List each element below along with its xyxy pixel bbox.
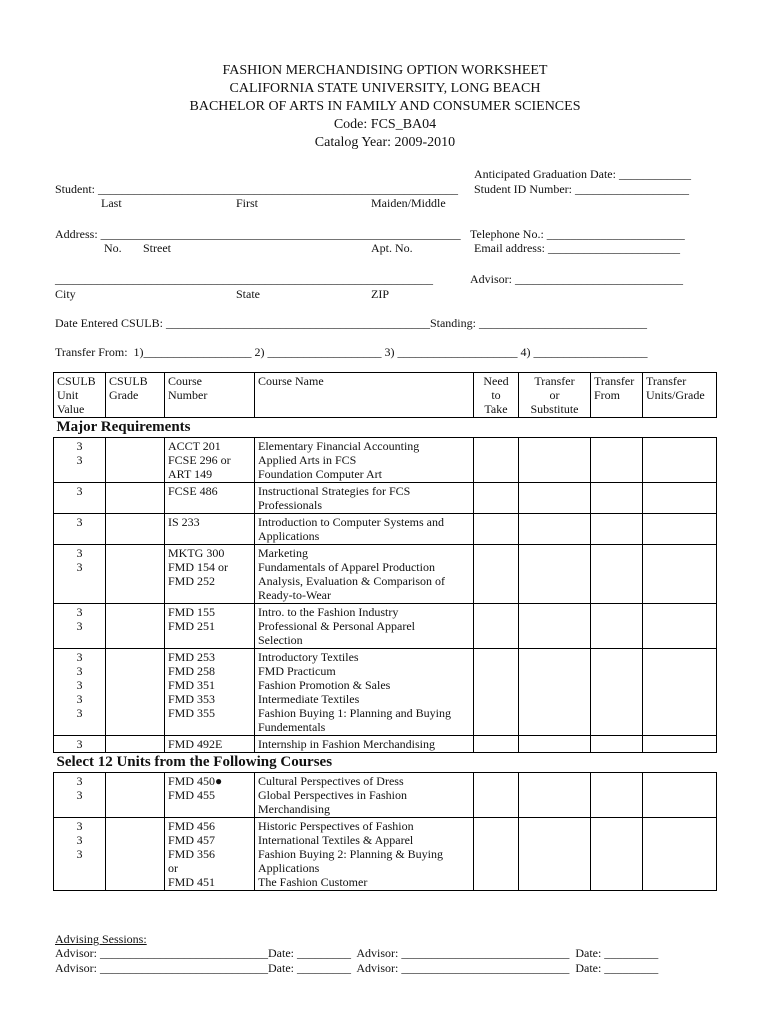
advising-line-1[interactable]: Advisor: ____________________________Date: _________ Advisor: ____________________________ Date: _________ (55, 946, 659, 960)
course-name-cell: Internship in Fashion Merchandising (255, 736, 474, 753)
transfer-from-cell[interactable] (591, 649, 643, 736)
grade-cell[interactable] (106, 736, 165, 753)
city-field[interactable]: _______________________________________________________________ (55, 272, 433, 286)
transfer-from-cell[interactable] (591, 604, 643, 649)
student-name-field[interactable]: Student: ____________________________________________________________ (55, 182, 459, 196)
transfer-substitute-cell[interactable] (519, 736, 591, 753)
grade-cell[interactable] (106, 773, 165, 818)
col-transfer-from: Transfer From (591, 373, 643, 418)
course-number-cell: FMD 155 FMD 251 (165, 604, 255, 649)
unit-value-cell: 3 3 (54, 604, 106, 649)
transfer-substitute-cell[interactable] (519, 545, 591, 604)
course-table (53, 372, 717, 891)
transfer-substitute-cell[interactable] (519, 438, 591, 483)
transfer-substitute-cell[interactable] (519, 604, 591, 649)
course-number-cell: FMD 492E (165, 736, 255, 753)
table-row (54, 649, 717, 736)
course-name-cell: Historic Perspectives of Fashion International Textiles & Apparel Fashion Buying 2: Planning & Buying Applications The Fashion Customer (255, 818, 474, 891)
transfer-from-cell[interactable] (591, 514, 643, 545)
col-transfer-substitute: Transfer or Substitute (519, 373, 591, 418)
grade-cell[interactable] (106, 818, 165, 891)
course-number-cell: ACCT 201 FCSE 296 or ART 149 (165, 438, 255, 483)
course-number-cell: FCSE 486 (165, 483, 255, 514)
select-courses-rows (54, 773, 717, 891)
grade-cell[interactable] (106, 438, 165, 483)
transfer-from-cell[interactable] (591, 773, 643, 818)
col-need-to-take: Need to Take (474, 373, 519, 418)
program-code: Code: FCS_BA04 (333, 117, 437, 132)
need-to-take-cell[interactable] (474, 649, 519, 736)
table-row (54, 773, 717, 818)
need-to-take-cell[interactable] (474, 438, 519, 483)
course-name-cell: Cultural Perspectives of Dress Global Perspectives in Fashion Merchandising (255, 773, 474, 818)
transfer-units-cell[interactable] (643, 649, 717, 736)
unit-value-cell: 3 3 (54, 545, 106, 604)
table-row (54, 514, 717, 545)
transfer-from-cell[interactable] (591, 545, 643, 604)
transfer-from-field[interactable]: Transfer From: 1)__________________ 2) ___________________ 3) ____________________ 4) ___________________ (55, 345, 648, 359)
transfer-substitute-cell[interactable] (519, 773, 591, 818)
apt-label: Apt. No. (371, 241, 413, 255)
table-header-row (54, 373, 717, 418)
table-row (54, 736, 717, 753)
maiden-label: Maiden/Middle (371, 196, 446, 210)
transfer-from-cell[interactable] (591, 818, 643, 891)
advising-line-2[interactable]: Advisor: ____________________________Date: _________ Advisor: ____________________________ Date: _________ (55, 961, 659, 975)
col-course-name: Course Name (255, 373, 474, 418)
transfer-substitute-cell[interactable] (519, 514, 591, 545)
city-label: City (55, 287, 76, 301)
advising-title: Advising Sessions: (55, 932, 147, 946)
course-number-cell: IS 233 (165, 514, 255, 545)
need-to-take-cell[interactable] (474, 514, 519, 545)
major-requirements-rows (54, 438, 717, 753)
course-name-cell: Instructional Strategies for FCS Professionals (255, 483, 474, 514)
select-units-heading: Select 12 Units from the Following Courses (54, 753, 717, 773)
catalog-year: Catalog Year: 2009-2010 (314, 135, 456, 150)
unit-value-cell: 3 (54, 736, 106, 753)
need-to-take-cell[interactable] (474, 818, 519, 891)
course-number-cell: FMD 456 FMD 457 FMD 356 or FMD 451 (165, 818, 255, 891)
address-field[interactable]: Address: ____________________________________________________________ (55, 227, 461, 241)
no-label: No. (104, 241, 122, 255)
university-name: CALIFORNIA STATE UNIVERSITY, LONG BEACH (229, 81, 541, 96)
date-entered-field[interactable]: Date Entered CSULB: ____________________________________________Standing: ____________________________ (55, 316, 647, 330)
col-course-number: Course Number (165, 373, 255, 418)
need-to-take-cell[interactable] (474, 483, 519, 514)
transfer-from-cell[interactable] (591, 438, 643, 483)
grade-cell[interactable] (106, 545, 165, 604)
email-field[interactable]: Email address: ______________________ (474, 241, 680, 255)
grade-cell[interactable] (106, 514, 165, 545)
advisor-field[interactable]: Advisor: ____________________________ (470, 272, 683, 286)
transfer-substitute-cell[interactable] (519, 818, 591, 891)
grad-date-field[interactable]: Anticipated Graduation Date: ____________ (474, 167, 691, 181)
transfer-from-cell[interactable] (591, 736, 643, 753)
transfer-substitute-cell[interactable] (519, 483, 591, 514)
course-name-cell: Intro. to the Fashion Industry Professional & Personal Apparel Selection (255, 604, 474, 649)
unit-value-cell: 3 3 3 3 3 (54, 649, 106, 736)
need-to-take-cell[interactable] (474, 545, 519, 604)
course-name-cell: Marketing Fundamentals of Apparel Production Analysis, Evaluation & Comparison of Ready-to-Wear (255, 545, 474, 604)
doc-title: FASHION MERCHANDISING OPTION WORKSHEET (222, 63, 548, 78)
student-id-field[interactable]: Student ID Number: ___________________ (474, 182, 689, 196)
first-label: First (236, 196, 259, 210)
need-to-take-cell[interactable] (474, 773, 519, 818)
transfer-units-cell[interactable] (643, 545, 717, 604)
grade-cell[interactable] (106, 649, 165, 736)
course-number-cell: MKTG 300 FMD 154 or FMD 252 (165, 545, 255, 604)
transfer-units-cell[interactable] (643, 736, 717, 753)
table-row (54, 545, 717, 604)
table-row (54, 438, 717, 483)
table-row (54, 604, 717, 649)
grade-cell[interactable] (106, 604, 165, 649)
unit-value-cell: 3 (54, 514, 106, 545)
transfer-from-cell[interactable] (591, 483, 643, 514)
unit-value-cell: 3 (54, 483, 106, 514)
table-row (54, 483, 717, 514)
transfer-units-cell[interactable] (643, 438, 717, 483)
unit-value-cell: 3 3 3 (54, 818, 106, 891)
course-name-cell: Elementary Financial Accounting Applied Arts in FCS Foundation Computer Art (255, 438, 474, 483)
transfer-substitute-cell[interactable] (519, 649, 591, 736)
col-grade: CSULB Grade (106, 373, 165, 418)
telephone-field[interactable]: Telephone No.: _______________________ (470, 227, 685, 241)
state-label: State (236, 287, 260, 301)
transfer-units-cell[interactable] (643, 773, 717, 818)
transfer-units-cell[interactable] (643, 604, 717, 649)
last-label: Last (101, 196, 122, 210)
col-unit-value: CSULB Unit Value (54, 373, 106, 418)
need-to-take-cell[interactable] (474, 604, 519, 649)
degree-name: BACHELOR OF ARTS IN FAMILY AND CONSUMER SCIENCES (189, 99, 581, 114)
transfer-units-cell[interactable] (643, 483, 717, 514)
major-requirements-heading: Major Requirements (54, 418, 717, 438)
transfer-units-cell[interactable] (643, 514, 717, 545)
zip-label: ZIP (371, 287, 389, 301)
course-number-cell: FMD 253 FMD 258 FMD 351 FMD 353 FMD 355 (165, 649, 255, 736)
grade-cell[interactable] (106, 483, 165, 514)
unit-value-cell: 3 3 (54, 773, 106, 818)
unit-value-cell: 3 3 (54, 438, 106, 483)
course-number-cell: FMD 450● FMD 455 (165, 773, 255, 818)
col-transfer-units: Transfer Units/Grade (643, 373, 717, 418)
street-label: Street (143, 241, 171, 255)
need-to-take-cell[interactable] (474, 736, 519, 753)
table-row (54, 818, 717, 891)
course-name-cell: Introductory Textiles FMD Practicum Fashion Promotion & Sales Intermediate Textiles Fashion Buying 1: Planning and Buying Fundementals (255, 649, 474, 736)
transfer-units-cell[interactable] (643, 818, 717, 891)
course-name-cell: Introduction to Computer Systems and Applications (255, 514, 474, 545)
